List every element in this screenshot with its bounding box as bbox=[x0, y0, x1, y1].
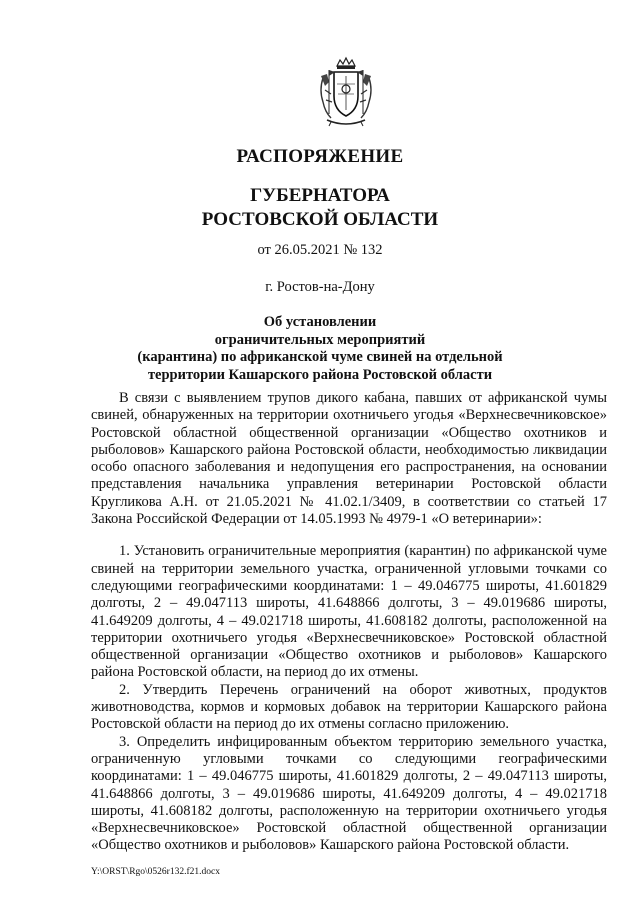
preamble-paragraph: В связи с выявлением трупов дикого кабана, павших от африканской чумы свиней, обнаруженных на территории охотничьего угодья «Верхнесвечниковское» Ростовской областной общественной организации «Общество охотников и рыболовов» Кашарского района Ростовской области, необходимостью ликвидации особо опасного заболевания и недопущения его распространения, на основании представления начальника управления ветеринарии Ростовской области Кругликова А.Н. от 21.05.2021 № 41.02.1/3409, в соответствии со статьей 17 Закона Российской Федерации от 14.05.1993 № 4979-1 «О ветеринарии»: bbox=[91, 390, 607, 528]
document-type-title: РАСПОРЯЖЕНИЕ bbox=[236, 146, 404, 167]
item-1-paragraph: 1. Установить ограничительные мероприятия (карантин) по африканской чуме свиней на территории земельного участка, ограниченной угловыми точками со следующими географическими координатами: 1 – 49.046775 широты, 41.601829 долготы, 2 – 49.047113 широты, 41.648866 долготы, 3 – 49.019686 широты, 41.649209 долготы, 4 – 49.021718 широты, 41.608182 долготы, расположенной на территории охотничьего угодья «Верхнесвечниковское» Ростовской областной общественной организации «Общество охотников и рыболовов» Кашарского района Ростовской области, на период до их отмены. bbox=[91, 543, 607, 681]
subject-line-2: ограничительных мероприятий bbox=[214, 331, 426, 348]
document-body bbox=[91, 390, 607, 855]
item-2-paragraph: 2. Утвердить Перечень ограничений на оборот животных, продуктов животноводства, кормов и кормовых добавок на территории Кашарского района Ростовской области на период до их отмены согласно приложению. bbox=[91, 681, 607, 733]
document-city: г. Ростов-на-Дону bbox=[265, 279, 375, 295]
issuer-title bbox=[0, 184, 640, 232]
subject-line-3: (карантина) по африканской чуме свиней на отдельной bbox=[137, 349, 503, 365]
rostov-oblast-coat-of-arms-icon bbox=[315, 56, 377, 128]
document-subject bbox=[0, 314, 640, 384]
item-3-paragraph: 3. Определить инфицированным объектом территорию земельного участка, ограниченную угловыми точками со следующими географическими координатами: 1 – 49.046775 широты, 41.601829 долготы, 2 – 49.047113 широты, 41.648866 долготы, 3 – 49.019686 широты, 41.649209 долготы, 4 – 49.021718 широты, 41.608182 долготы, расположенную на территории охотничьего угодья «Верхнесвечниковское» Ростовской областной общественной организации «Общество охотников и рыболовов» Кашарского района Ростовской области. bbox=[91, 733, 607, 854]
issuer-line-1: ГУБЕРНАТОРА bbox=[250, 185, 390, 206]
subject-line-4: территории Кашарского района Ростовской области bbox=[147, 366, 493, 383]
file-path-footer: Y:\ORST\Rgo\0526r132.f21.docx bbox=[91, 867, 220, 877]
document-date-number: от 26.05.2021 № 132 bbox=[257, 242, 383, 258]
issuer-line-2: РОСТОВСКОЙ ОБЛАСТИ bbox=[201, 209, 439, 230]
subject-line-1: Об установлении bbox=[263, 314, 377, 330]
